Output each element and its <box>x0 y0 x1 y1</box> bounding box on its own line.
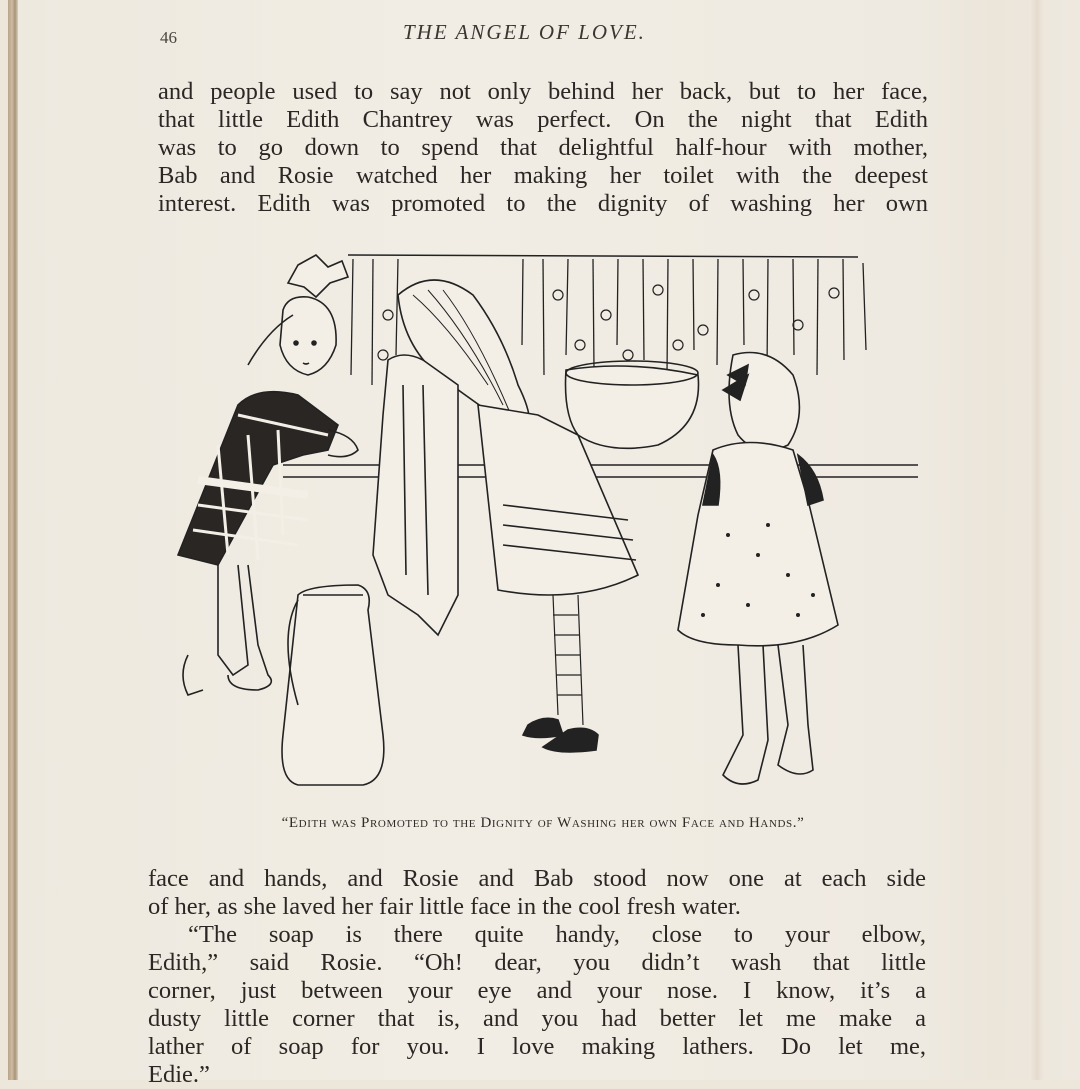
page-fold-shadow <box>1030 0 1044 1080</box>
illustration-caption: “Edith was Promoted to the Dignity of Washing her own Face and Hands.” <box>281 815 805 831</box>
text-line: face and hands, and Rosie and Bab stood now one at each side <box>148 865 926 892</box>
text-line: “The soap is there quite handy, close to your elbow, <box>188 921 926 948</box>
running-head <box>158 18 928 48</box>
text-line: was to go down to spend that delightful half-hour with mother, <box>158 134 928 161</box>
top-paragraph <box>158 78 928 218</box>
three-girls-washstand-illustration <box>158 235 928 800</box>
text-line: corner, just between your eye and your nose. I know, it’s a <box>148 977 926 1004</box>
book-page <box>8 0 1080 1088</box>
text-line: Edie.” <box>148 1061 210 1088</box>
text-line: dusty little corner that is, and you had better let me make a <box>148 1005 926 1032</box>
text-line: lather of soap for you. I love making lathers. Do let me, <box>148 1033 926 1060</box>
text-line: of her, as she laved her fair little face in the cool fresh water. <box>148 893 741 920</box>
text-line: Edith,” said Rosie. “Oh! dear, you didn’t wash that little <box>148 949 926 976</box>
text-line: interest. Edith was promoted to the dignity of washing her own <box>158 190 928 217</box>
running-title: THE ANGEL OF LOVE. <box>403 20 646 44</box>
text-line: that little Edith Chantrey was perfect. On the night that Edith <box>158 106 928 133</box>
text-line: and people used to say not only behind her back, but to her face, <box>158 78 928 105</box>
page-number: 46 <box>160 28 177 47</box>
bottom-paragraphs <box>148 865 926 1089</box>
page-edge <box>8 0 18 1080</box>
text-line: Bab and Rosie watched her making her toilet with the deepest <box>158 162 928 189</box>
